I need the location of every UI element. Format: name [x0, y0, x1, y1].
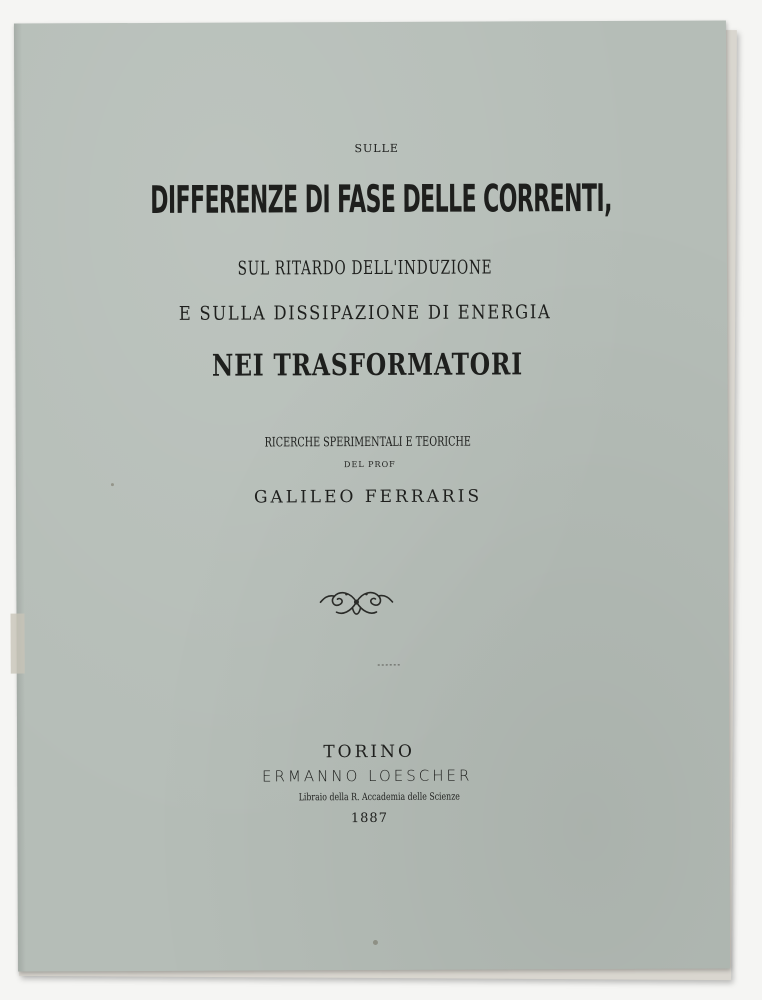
cover-publisher: ERMANNO LOESCHER: [261, 766, 473, 786]
cover-del-prof: DEL PROF: [344, 459, 396, 470]
paper-speck: [111, 483, 114, 486]
binding-tape: [11, 614, 25, 674]
stray-mark: [377, 662, 401, 668]
book-cover: [14, 20, 730, 971]
cover-title: DIFFERENZE DI FASE DELLE CORRENTI,: [150, 175, 612, 222]
cover-sulle: SULLE: [354, 141, 399, 156]
cover-city: TORINO: [323, 741, 415, 763]
cover-publisher-note: Libraio della R. Accademia delle Scienze: [298, 791, 460, 804]
cover-subtitle-1: SUL RITARDO DELL'INDUZIONE: [237, 256, 493, 280]
paper-speck: [373, 940, 378, 945]
printer-ornament-icon: [316, 582, 396, 622]
cover-subtitle-2: E SULLA DISSIPAZIONE DI ENERGIA: [178, 301, 552, 325]
cover-author: GALILEO FERRARIS: [253, 486, 483, 508]
cover-research-line: RICERCHE SPERIMENTALI E TEORICHE: [264, 434, 471, 451]
cover-year: 1887: [350, 810, 388, 827]
cover-subtitle-3: NEI TRASFORMATORI: [211, 347, 523, 384]
